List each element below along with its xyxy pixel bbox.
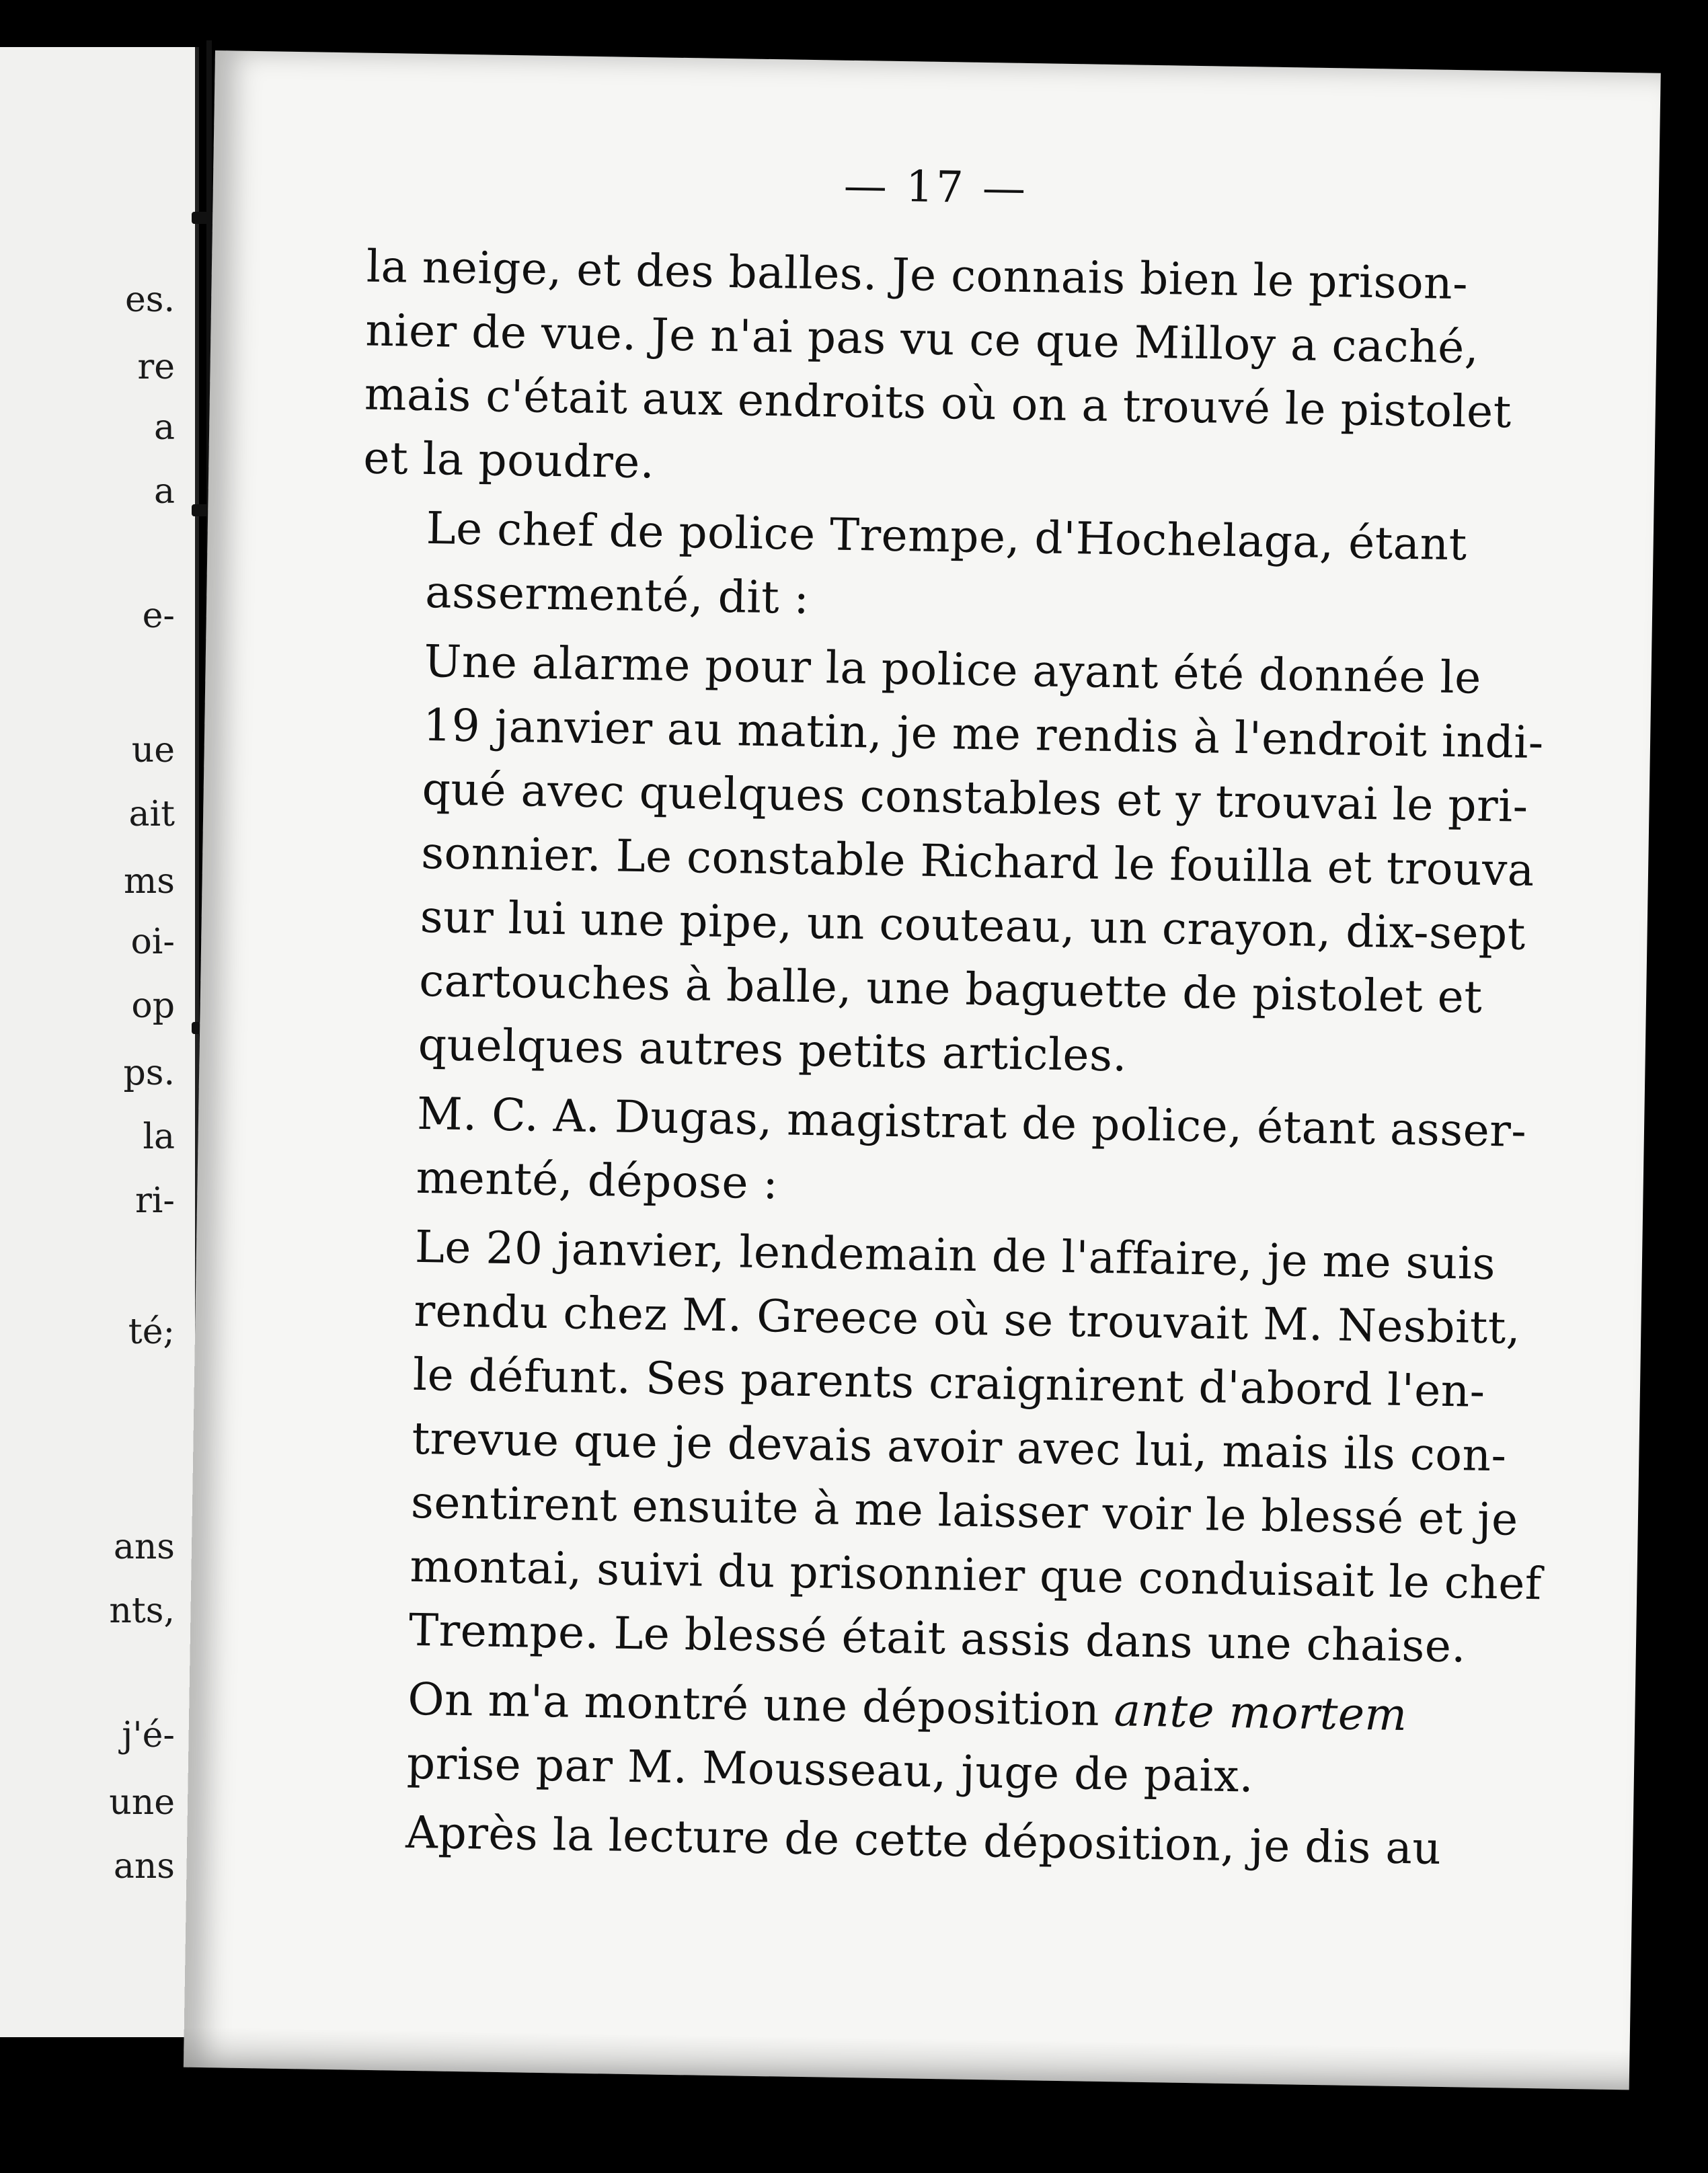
- text-line: 19 janvier au matin, je me rendis à l'endroit indi-: [422, 699, 1545, 769]
- italic-term: ante mortem: [1114, 1684, 1408, 1741]
- left-page-text-fragment: op: [131, 986, 175, 1026]
- left-page-text-fragment: ps.: [123, 1053, 175, 1093]
- left-page-text-fragment: la: [143, 1117, 175, 1157]
- text-line: sonnier. Le constable Richard le fouilla et trouva: [420, 826, 1535, 896]
- left-page-text-fragment: ms: [124, 861, 175, 902]
- left-page-text-fragment: re: [137, 347, 175, 387]
- text-line: sur lui une pipe, un couteau, un crayon, dix-sept: [420, 890, 1526, 960]
- text-line: qué avec quelques constables et y trouvai le pri-: [422, 762, 1529, 832]
- text-line: menté, dépose :: [416, 1151, 779, 1210]
- text-line: nier de vue. Je n'ai pas vu ce que Milloy a caché,: [364, 304, 1479, 374]
- left-page-text-fragment: té;: [128, 1312, 175, 1352]
- left-page-text-fragment: nts,: [109, 1591, 175, 1631]
- left-page-text-fragment: ue: [131, 730, 175, 771]
- text-line: assermenté, dit :: [424, 566, 810, 624]
- text-line: Une alarme pour la police ayant été donnée le: [424, 635, 1482, 704]
- text-line: trevue que je devais avoir avec lui, mais ils con-: [412, 1412, 1507, 1482]
- left-page-text-fragment: ait: [128, 794, 175, 834]
- text-line: quelques autres petits articles.: [418, 1018, 1128, 1082]
- left-page-edge: [0, 47, 199, 2037]
- body-text: [342, 235, 1545, 1885]
- paragraph: [352, 1080, 1527, 1224]
- paragraph: [354, 629, 1545, 1092]
- text-line: montai, suivi du prisonnier que conduisait le chef: [410, 1540, 1543, 1610]
- paragraph: [362, 235, 1512, 506]
- text-line: M. C. A. Dugas, magistrat de police, étant asser-: [416, 1087, 1527, 1157]
- text-line: sentirent ensuite à me laisser voir le blessé et je: [410, 1476, 1519, 1546]
- paragraph: [344, 1214, 1543, 1677]
- text-line: Le chef de police Trempe, d'Hochelaga, étant: [426, 502, 1468, 571]
- paragraph: [342, 1799, 1442, 1879]
- right-page: [184, 50, 1661, 2090]
- paragraph: [361, 496, 1468, 639]
- left-page-text-fragment: oi-: [130, 922, 175, 962]
- left-page-text-fragment: a: [153, 471, 175, 512]
- left-page-text-fragment: ri-: [134, 1181, 175, 1221]
- left-page-text-fragment: j'é-: [122, 1715, 175, 1755]
- text-line: Après la lecture de cette déposition, je dis au: [405, 1806, 1442, 1874]
- left-page-text-fragment: une: [109, 1782, 175, 1823]
- text-line: cartouches à balle, une baguette de pistolet et: [418, 954, 1483, 1023]
- text-line: Le 20 janvier, lendemain de l'affaire, je me suis: [414, 1220, 1496, 1290]
- left-page-text-fragment: a: [153, 407, 175, 448]
- text-line: le défunt. Ses parents craignirent d'abord l'en-: [412, 1348, 1486, 1417]
- left-page-text-fragment: es.: [125, 280, 175, 320]
- left-page-text-fragment: e-: [142, 596, 175, 636]
- left-page-text-fragment: ans: [113, 1527, 175, 1567]
- page-shadow: [184, 2027, 1630, 2090]
- text-line: prise par M. Mousseau, juge de paix.: [406, 1737, 1254, 1803]
- text-line: rendu chez M. Greece où se trouvait M. Nesbitt,: [413, 1284, 1521, 1354]
- text-run: On m'a montré une déposition: [407, 1673, 1115, 1737]
- text-line: la neige, et des balles. Je connais bien le prison-: [366, 240, 1469, 310]
- text-line: et la poudre.: [362, 432, 655, 489]
- text-line: mais c'était aux endroits où on a trouvé le pistolet: [364, 368, 1512, 438]
- left-page-text-fragment: ans: [113, 1846, 175, 1887]
- paragraph: [342, 1666, 1408, 1810]
- page-number: — 17 —: [843, 161, 1029, 214]
- text-line: Trempe. Le blessé était assis dans une chaise.: [408, 1604, 1467, 1673]
